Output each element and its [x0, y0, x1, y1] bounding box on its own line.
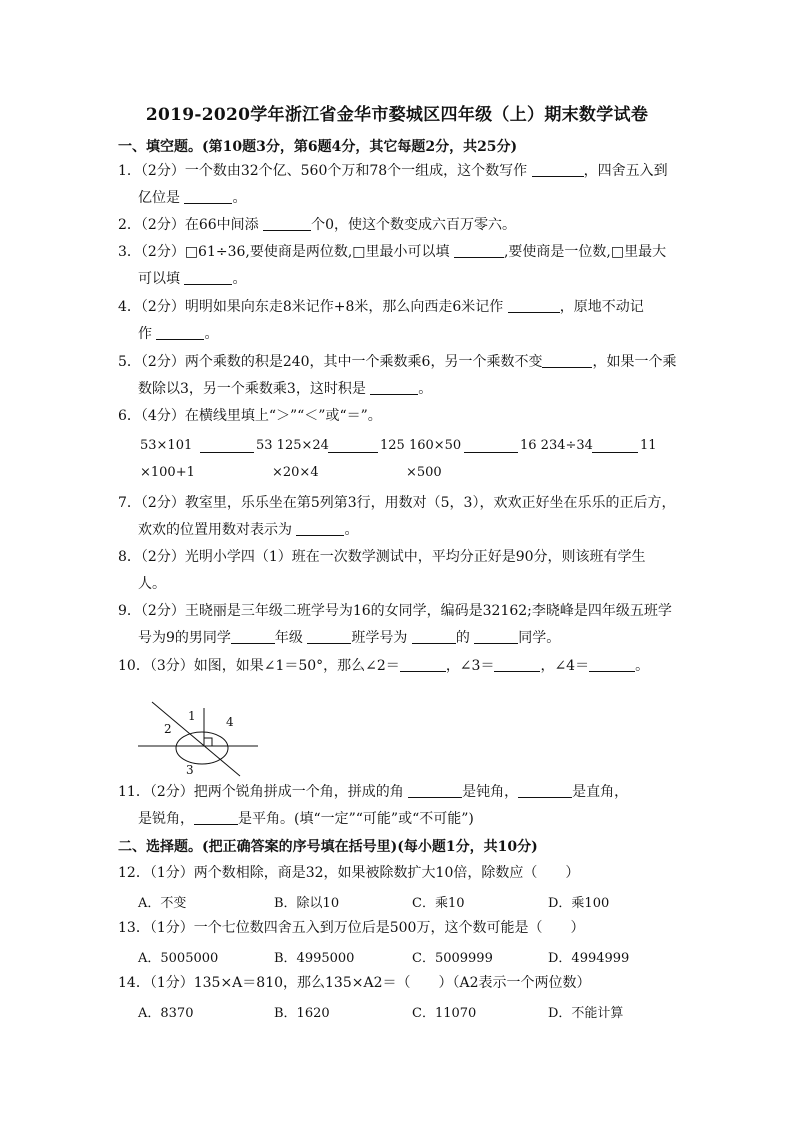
question-6 [118, 407, 382, 425]
q12-option-a[interactable]: A．不变 [138, 896, 187, 911]
q9-text-b: 号为9的男同学 [138, 630, 231, 646]
q9-text-c: 年级 [274, 630, 308, 646]
q5-text-c: 数除以3，另一个乘数乘3，这时积是 [138, 381, 371, 397]
question-13: 13．（1分）一个七位数四舍五入到万位后是500万，这个数可能是（ ） [118, 920, 585, 936]
answer-blank[interactable] [231, 629, 275, 644]
q13-option-d[interactable]: D．4994999 [548, 951, 630, 966]
q10-text-b: ，∠3＝ [445, 658, 495, 674]
answer-blank[interactable] [508, 298, 560, 313]
q6-text-a: 6．（4分）在横线里填上“＞”“＜”或“＝”。 [118, 408, 382, 424]
answer-blank[interactable] [412, 629, 456, 644]
angle-label-2: 2 [164, 722, 172, 736]
q9-text-e: 的 [455, 630, 475, 646]
angle-label-4: 4 [226, 715, 234, 729]
q1-text-d: 。 [232, 190, 247, 206]
q6-item-1e: 11 [640, 438, 657, 453]
q5-text-b: ，如果一个乘 [592, 354, 677, 370]
question-11-cont [138, 810, 474, 828]
question-9-cont [138, 629, 560, 647]
answer-blank[interactable] [494, 657, 540, 672]
q6-item-2c: ×500 [406, 465, 442, 480]
answer-blank[interactable] [370, 380, 418, 395]
q1-text-c: 亿位是 [138, 190, 185, 206]
answer-blank[interactable] [464, 438, 518, 453]
answer-blank[interactable] [328, 438, 378, 453]
question-8 [118, 548, 646, 566]
q13-option-c[interactable]: C．5009999 [412, 951, 493, 966]
question-2 [118, 216, 516, 234]
q6-item-2a: ×100+1 [140, 465, 195, 480]
q1-text-a: 1．（2分）一个数由32个亿、560个万和78个一组成，这个数写作 [118, 163, 532, 179]
q9-text-d: 班学号为 [351, 630, 412, 646]
question-9 [118, 602, 672, 620]
answer-blank[interactable] [532, 162, 584, 177]
q6-item-1a: 53×101 [140, 438, 193, 453]
angle-label-1: 1 [188, 709, 196, 723]
q11-text-e: 是平角。(填“一定”“可能”或“不可能”) [238, 811, 474, 827]
question-4 [118, 298, 644, 316]
q9-text-f: 同学。 [518, 630, 561, 646]
q10-text-a: 10．（3分）如图，如果∠1＝50°，那么∠2＝ [118, 658, 400, 674]
q6-item-2b: ×20×4 [272, 465, 319, 480]
q7-text-c: 。 [344, 522, 359, 538]
question-3-cont [138, 270, 246, 288]
question-5 [118, 353, 676, 371]
q6-item-1c: 125 160×50 [380, 438, 462, 453]
q3-text-b: ,要使商是一位数,□里最大 [503, 244, 667, 260]
q11-text-d: 是锐角， [138, 811, 194, 827]
question-12: 12．（1分）两个数相除，商是32，如果被除数扩大10倍，除数应（ ） [118, 865, 580, 881]
q14-option-a[interactable]: A．8370 [138, 1006, 194, 1021]
q9-text-a: 9．（2分）王晓丽是三年级二班学号为16的女同学，编码是32162;李晓峰是四年级五班学 [118, 603, 672, 619]
question-11 [118, 783, 628, 801]
question-1 [118, 162, 668, 180]
q13-option-a[interactable]: A．5005000 [138, 951, 219, 966]
right-angle-mark [204, 738, 212, 746]
q2-text-b: 个0，使这个数变成六百万零六。 [311, 217, 517, 233]
q10-text-d: 。 [635, 658, 650, 674]
q6-item-1b: 53 125×24 [256, 438, 329, 453]
question-8-cont [138, 575, 166, 593]
question-3 [118, 243, 666, 261]
q12-option-b[interactable]: B．除以10 [274, 896, 340, 911]
question-1-cont [138, 189, 246, 207]
answer-blank[interactable] [589, 657, 635, 672]
q1-text-b: ，四舍五入到 [583, 163, 668, 179]
q14-option-c[interactable]: C．11070 [412, 1006, 477, 1021]
q6-item-1d: 16 234÷34 [520, 438, 593, 453]
diagonal-line [152, 702, 240, 776]
q11-text-b: 是钝角， [462, 784, 519, 800]
section-1-heading: 一、填空题。(第10题3分，第6题4分，其它每题2分，共25分) [118, 139, 518, 155]
answer-blank[interactable] [518, 783, 572, 798]
answer-blank[interactable] [263, 216, 311, 231]
answer-blank[interactable] [184, 270, 232, 285]
q5-text-d: 。 [418, 381, 433, 397]
answer-blank[interactable] [184, 189, 232, 204]
q4-text-d: 。 [204, 326, 219, 342]
angle-figure [136, 690, 260, 778]
answer-blank[interactable] [156, 325, 204, 340]
q4-text-c: 作 [138, 326, 157, 342]
section-2-heading: 二、选择题。(把正确答案的序号填在括号里)(每小题1分，共10分) [118, 839, 538, 855]
answer-blank[interactable] [307, 629, 351, 644]
question-7-cont [138, 521, 358, 539]
q11-text-c: 是直角， [572, 784, 629, 800]
answer-blank[interactable] [200, 438, 254, 453]
answer-blank[interactable] [542, 353, 592, 368]
q7-text-b: 欢欢的位置用数对表示为 [138, 522, 297, 538]
q4-text-a: 4．（2分）明明如果向东走8米记作+8米，那么向西走6米记作 [118, 299, 508, 315]
q5-text-a: 5．（2分）两个乘数的积是240，其中一个乘数乘6，另一个乘数不变 [118, 354, 543, 370]
question-14: 14．（1分）135×A＝810，那么135×A2＝（ ）（A2表示一个两位数） [118, 975, 591, 991]
q14-option-b[interactable]: B．1620 [274, 1006, 330, 1021]
answer-blank[interactable] [408, 783, 462, 798]
angle-label-3: 3 [186, 763, 194, 777]
q8-text-a: 8．（2分）光明小学四（1）班在一次数学测试中，平均分正好是90分，则该班有学生 [118, 549, 646, 565]
q3-text-a: 3．（2分）□61÷36,要使商是两位数,□里最小可以填 [118, 244, 454, 260]
page-title: 2019-2020学年浙江省金华市婺城区四年级（上）期末数学试卷 [145, 105, 649, 125]
answer-blank[interactable] [194, 810, 238, 825]
answer-blank[interactable] [400, 657, 446, 672]
answer-blank[interactable] [454, 243, 504, 258]
question-7 [118, 494, 675, 512]
q12-option-c[interactable]: C．乘10 [412, 896, 465, 911]
q14-option-d[interactable]: D．不能计算 [548, 1006, 624, 1021]
question-5-cont [138, 380, 432, 398]
q3-text-d: 。 [232, 271, 247, 287]
q7-text-a: 7．（2分）教室里，乐乐坐在第5列第3行，用数对（5，3），欢欢正好坐在乐乐的正后方， [118, 495, 676, 511]
q2-text-a: 2．（2分）在66中间添 [118, 217, 264, 233]
answer-blank[interactable] [296, 521, 344, 536]
question-10 [118, 657, 649, 675]
q11-text-a: 11．（2分）把两个锐角拼成一个角，拼成的角 [118, 784, 409, 800]
answer-blank[interactable] [592, 438, 638, 453]
q13-option-b[interactable]: B．4995000 [274, 951, 355, 966]
q3-text-c: 可以填 [138, 271, 185, 287]
question-4-cont [138, 325, 218, 343]
q12-option-d[interactable]: D．乘100 [548, 896, 610, 911]
q4-text-b: ，原地不动记 [559, 299, 644, 315]
answer-blank[interactable] [474, 629, 518, 644]
q8-text-b: 人。 [138, 576, 166, 592]
angle-arc [176, 732, 228, 764]
q10-text-c: ，∠4＝ [540, 658, 590, 674]
